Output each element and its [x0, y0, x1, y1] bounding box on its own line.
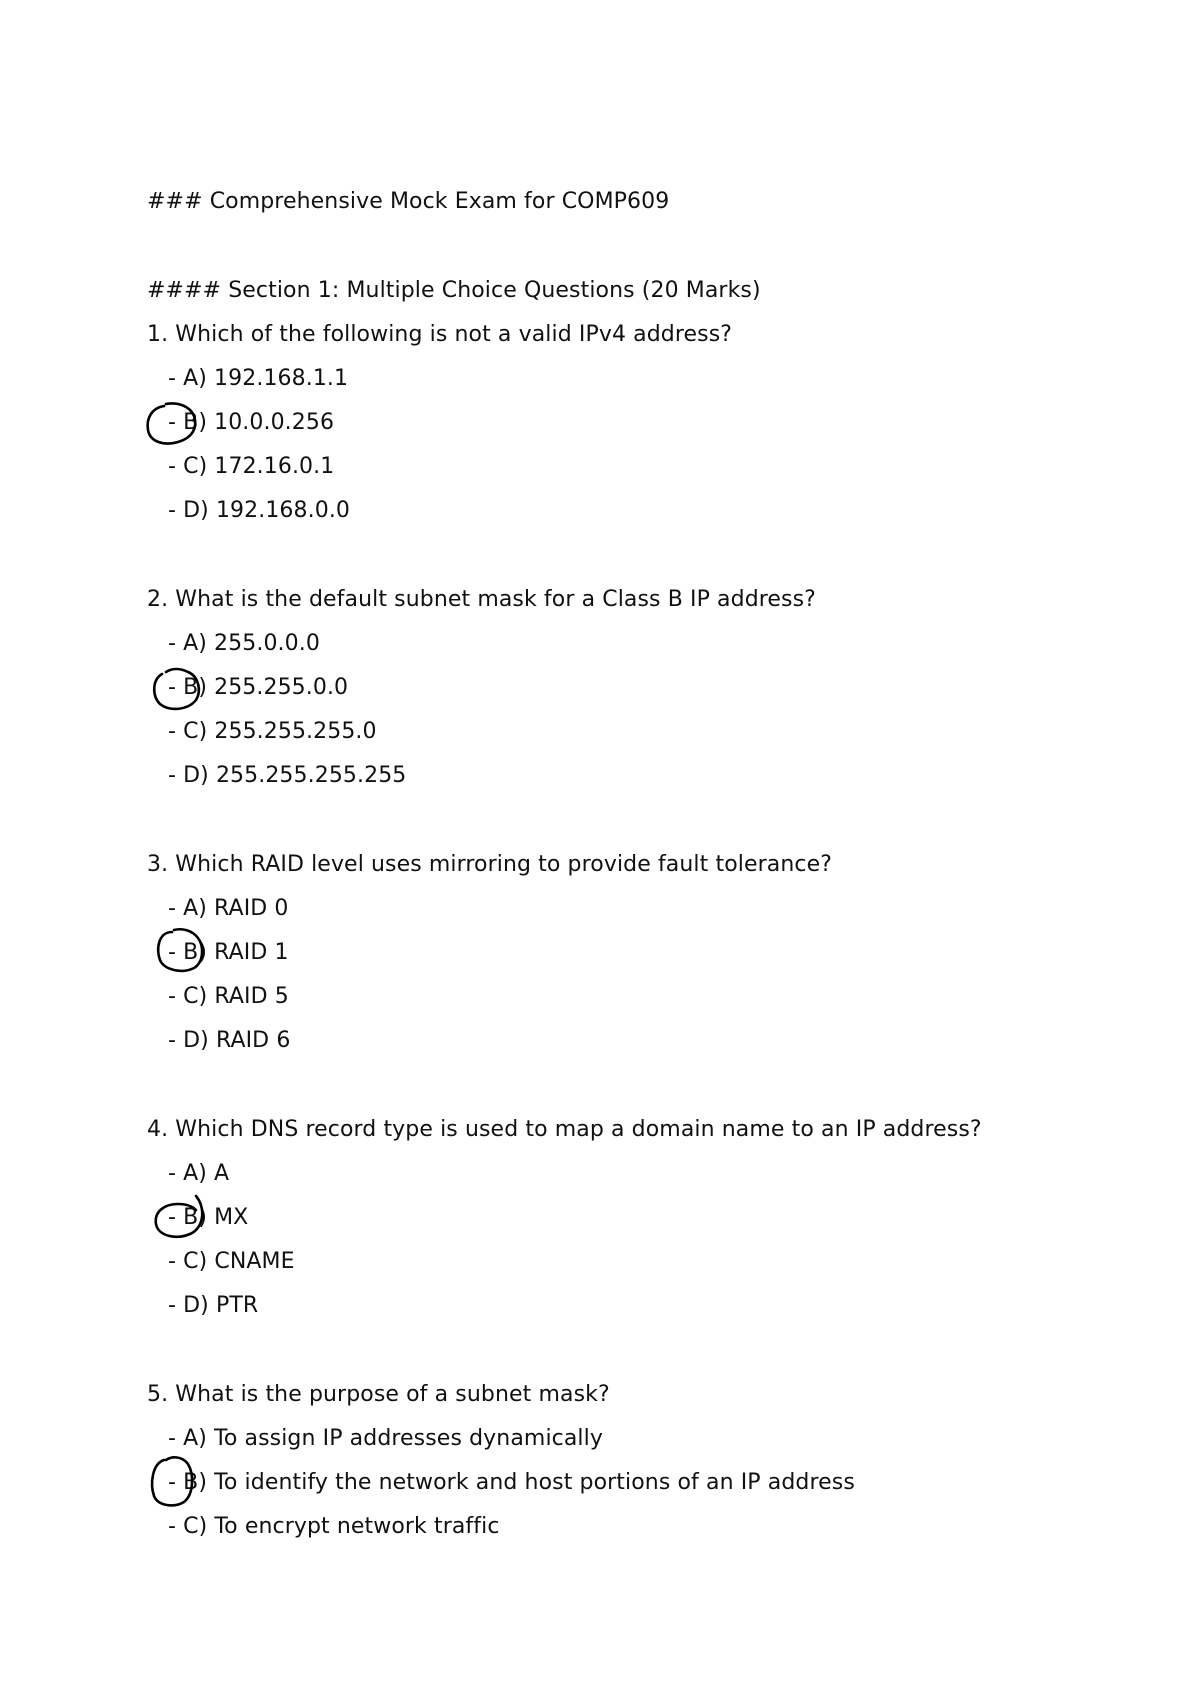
question-text: 4. Which DNS record type is used to map a domain name to an IP address? [147, 1117, 982, 1142]
question-text: 1. Which of the following is not a valid IPv4 address? [147, 322, 733, 347]
document-title: ### Comprehensive Mock Exam for COMP609 [147, 189, 670, 214]
option-c: - C) 172.16.0.1 [168, 454, 335, 479]
option-a: - A) 255.0.0.0 [168, 631, 320, 656]
option-a: - A) To assign IP addresses dynamically [168, 1426, 603, 1451]
option-a: - A) A [168, 1161, 230, 1186]
option-a: - A) 192.168.1.1 [168, 366, 349, 391]
option-d: - D) 192.168.0.0 [168, 498, 351, 523]
option-b: - B) 10.0.0.256 [168, 410, 335, 435]
section-heading: #### Section 1: Multiple Choice Questions (20 Marks) [147, 278, 761, 303]
option-b: - B) 255.255.0.0 [168, 675, 349, 700]
question-text: 2. What is the default subnet mask for a Class B IP address? [147, 587, 816, 612]
option-c: - C) 255.255.255.0 [168, 719, 377, 744]
option-a: - A) RAID 0 [168, 896, 289, 921]
option-d: - D) 255.255.255.255 [168, 763, 407, 788]
option-b: - B) To identify the network and host portions of an IP address [168, 1470, 855, 1495]
option-d: - D) RAID 6 [168, 1028, 291, 1053]
option-c: - C) To encrypt network traffic [168, 1514, 500, 1539]
option-c: - C) RAID 5 [168, 984, 289, 1009]
option-b: - B) MX [168, 1205, 249, 1230]
question-text: 3. Which RAID level uses mirroring to provide fault tolerance? [147, 852, 832, 877]
question-text: 5. What is the purpose of a subnet mask? [147, 1382, 610, 1407]
option-d: - D) PTR [168, 1293, 259, 1318]
option-c: - C) CNAME [168, 1249, 295, 1274]
option-b: - B) RAID 1 [168, 940, 289, 965]
